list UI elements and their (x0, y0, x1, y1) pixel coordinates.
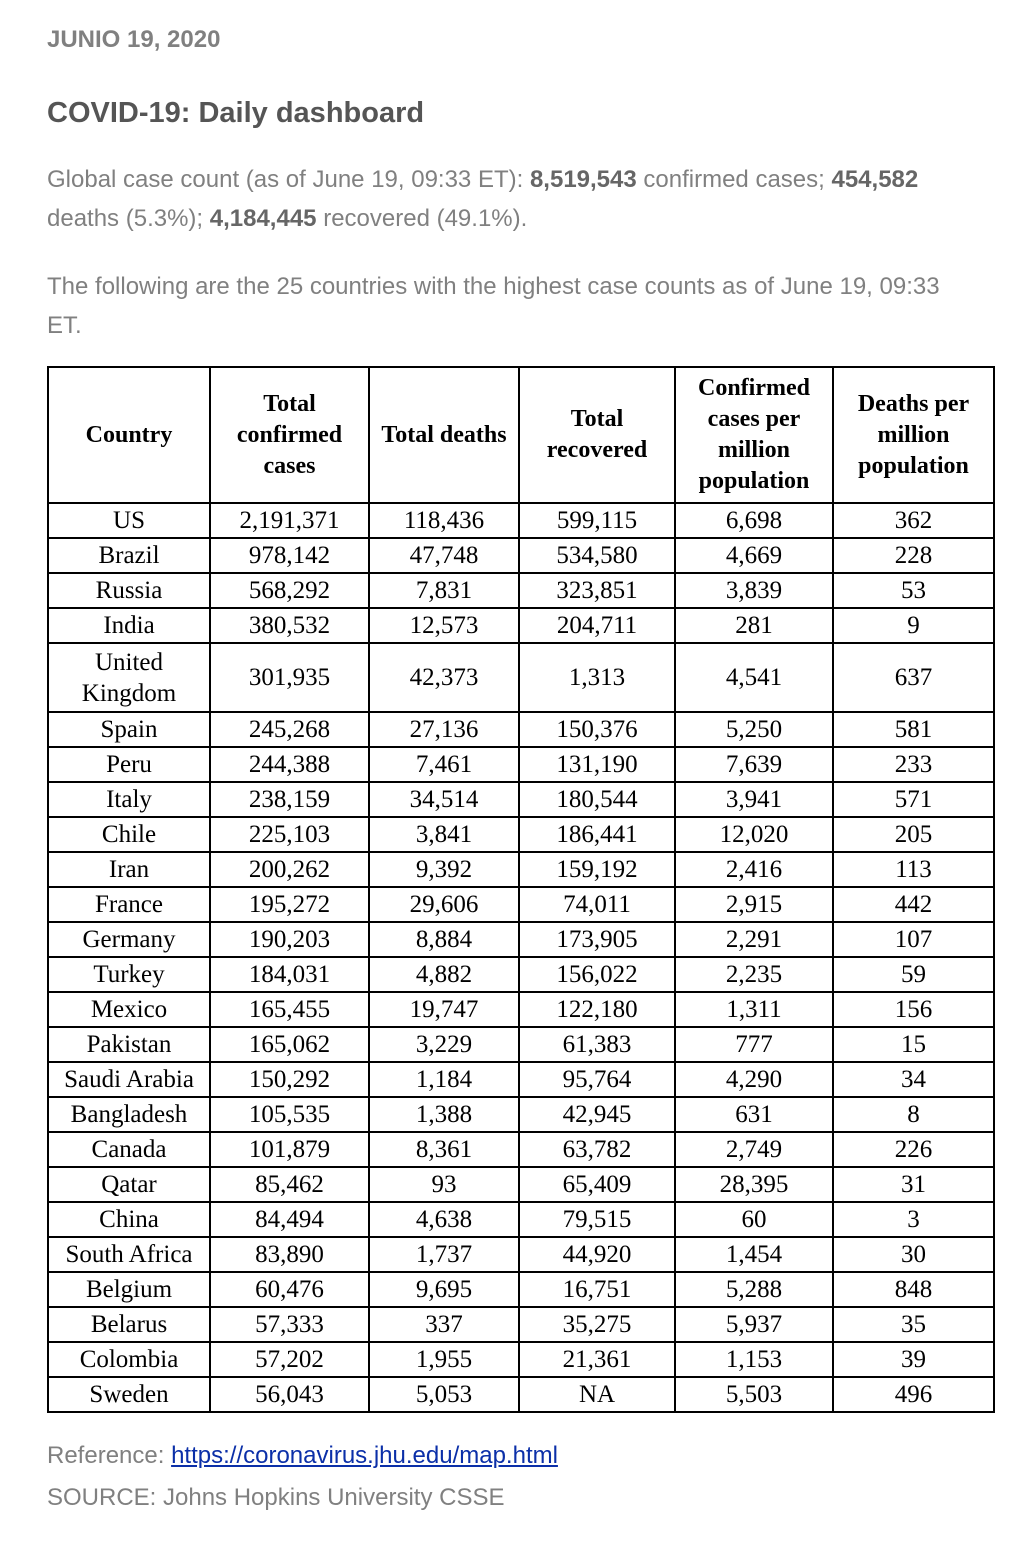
value-cell: 4,290 (675, 1062, 833, 1097)
country-cell: US (48, 503, 210, 538)
country-cell: Canada (48, 1132, 210, 1167)
confirmed-count: 8,519,543 (529, 166, 637, 193)
value-cell: 5,053 (369, 1377, 519, 1412)
value-cell: 156 (833, 992, 994, 1027)
country-cell: Sweden (48, 1377, 210, 1412)
value-cell: 84,494 (210, 1202, 369, 1237)
value-cell: 101,879 (210, 1132, 369, 1167)
value-cell: 12,573 (369, 608, 519, 643)
value-cell: 159,192 (519, 852, 675, 887)
country-cell: Italy (48, 782, 210, 817)
value-cell: 186,441 (519, 817, 675, 852)
country-cell: Belarus (48, 1307, 210, 1342)
table-row (48, 573, 994, 608)
value-cell: 1,153 (675, 1342, 833, 1377)
value-cell: 173,905 (519, 922, 675, 957)
value-cell: 238,159 (210, 782, 369, 817)
value-cell: 631 (675, 1097, 833, 1132)
value-cell: 1,737 (369, 1237, 519, 1272)
value-cell: 113 (833, 852, 994, 887)
country-cell: China (48, 1202, 210, 1237)
country-cell: Turkey (48, 957, 210, 992)
value-cell: 9,695 (369, 1272, 519, 1307)
country-cell: Saudi Arabia (48, 1062, 210, 1097)
value-cell: 848 (833, 1272, 994, 1307)
value-cell: 21,361 (519, 1342, 675, 1377)
value-cell: 9,392 (369, 852, 519, 887)
value-cell: 496 (833, 1377, 994, 1412)
value-cell: 53 (833, 573, 994, 608)
value-cell: 29,606 (369, 887, 519, 922)
table-row (48, 817, 994, 852)
value-cell: 95,764 (519, 1062, 675, 1097)
value-cell: 2,915 (675, 887, 833, 922)
country-cell: Brazil (48, 538, 210, 573)
country-cell: Colombia (48, 1342, 210, 1377)
value-cell: 380,532 (210, 608, 369, 643)
country-table (47, 366, 995, 1413)
table-row (48, 503, 994, 538)
value-cell: 56,043 (210, 1377, 369, 1412)
value-cell: 2,416 (675, 852, 833, 887)
value-cell: 637 (833, 643, 994, 712)
reference-label: Reference: (47, 1442, 172, 1469)
value-cell: 200,262 (210, 852, 369, 887)
value-cell: 63,782 (519, 1132, 675, 1167)
article-date: JUNIO 19, 2020 (47, 26, 221, 53)
value-cell: 4,669 (675, 538, 833, 573)
value-cell: 28,395 (675, 1167, 833, 1202)
country-cell: Russia (48, 573, 210, 608)
value-cell: 35 (833, 1307, 994, 1342)
value-cell: 2,191,371 (210, 503, 369, 538)
column-header: Total confirmed cases (210, 367, 369, 503)
value-cell: 107 (833, 922, 994, 957)
table-intro: The following are the 25 countries with the highest case counts as of June 19, 09:33 ET. (47, 273, 940, 339)
table-row (48, 1237, 994, 1272)
value-cell: 205 (833, 817, 994, 852)
value-cell: 4,541 (675, 643, 833, 712)
value-cell: 61,383 (519, 1027, 675, 1062)
value-cell: 15 (833, 1027, 994, 1062)
table-row (48, 922, 994, 957)
country-cell: Germany (48, 922, 210, 957)
value-cell: 131,190 (519, 747, 675, 782)
table-row (48, 1377, 994, 1412)
table-row (48, 992, 994, 1027)
value-cell: 3 (833, 1202, 994, 1237)
country-cell: Mexico (48, 992, 210, 1027)
value-cell: 1,311 (675, 992, 833, 1027)
page-title: COVID-19: Daily dashboard (47, 97, 425, 129)
value-cell: 83,890 (210, 1237, 369, 1272)
value-cell: 150,376 (519, 712, 675, 747)
value-cell: 85,462 (210, 1167, 369, 1202)
value-cell: 2,291 (675, 922, 833, 957)
value-cell: 978,142 (210, 538, 369, 573)
value-cell: 7,639 (675, 747, 833, 782)
value-cell: 226 (833, 1132, 994, 1167)
value-cell: 93 (369, 1167, 519, 1202)
value-cell: 204,711 (519, 608, 675, 643)
value-cell: 60 (675, 1202, 833, 1237)
value-cell: 323,851 (519, 573, 675, 608)
value-cell: 105,535 (210, 1097, 369, 1132)
column-header: Confirmed cases per million population (675, 367, 833, 503)
value-cell: 1,184 (369, 1062, 519, 1097)
confirmed-label: confirmed cases; (636, 166, 832, 193)
value-cell: 34 (833, 1062, 994, 1097)
table-row (48, 1272, 994, 1307)
value-cell: 442 (833, 887, 994, 922)
value-cell: 165,455 (210, 992, 369, 1027)
value-cell: NA (519, 1377, 675, 1412)
value-cell: 122,180 (519, 992, 675, 1027)
recovered-count: 4,184,445 (209, 205, 317, 232)
global-summary (47, 160, 992, 238)
value-cell: 362 (833, 503, 994, 538)
value-cell: 3,941 (675, 782, 833, 817)
value-cell: 6,698 (675, 503, 833, 538)
value-cell: 571 (833, 782, 994, 817)
value-cell: 301,935 (210, 643, 369, 712)
summary-lead: Global case count (as of June 19, 09:33 ET): (47, 166, 530, 193)
value-cell: 5,288 (675, 1272, 833, 1307)
value-cell: 4,882 (369, 957, 519, 992)
value-cell: 534,580 (519, 538, 675, 573)
column-header: Total deaths (369, 367, 519, 503)
value-cell: 3,841 (369, 817, 519, 852)
column-header: Country (48, 367, 210, 503)
table-row (48, 782, 994, 817)
deaths-label: deaths (5.3%); (47, 205, 210, 232)
value-cell: 30 (833, 1237, 994, 1272)
value-cell: 7,461 (369, 747, 519, 782)
value-cell: 5,937 (675, 1307, 833, 1342)
country-cell: Belgium (48, 1272, 210, 1307)
table-row (48, 608, 994, 643)
table-row (48, 852, 994, 887)
table-row (48, 1342, 994, 1377)
value-cell: 165,062 (210, 1027, 369, 1062)
value-cell: 31 (833, 1167, 994, 1202)
value-cell: 337 (369, 1307, 519, 1342)
value-cell: 244,388 (210, 747, 369, 782)
table-header-row (48, 367, 994, 503)
value-cell: 1,313 (519, 643, 675, 712)
reference-link[interactable]: https://coronavirus.jhu.edu/map.html (171, 1442, 558, 1469)
table-row (48, 1167, 994, 1202)
value-cell: 27,136 (369, 712, 519, 747)
value-cell: 34,514 (369, 782, 519, 817)
value-cell: 4,638 (369, 1202, 519, 1237)
value-cell: 2,749 (675, 1132, 833, 1167)
table-row (48, 1062, 994, 1097)
value-cell: 57,333 (210, 1307, 369, 1342)
table-row (48, 747, 994, 782)
value-cell: 47,748 (369, 538, 519, 573)
value-cell: 59 (833, 957, 994, 992)
value-cell: 65,409 (519, 1167, 675, 1202)
deaths-count: 454,582 (831, 166, 919, 193)
source-line: SOURCE: Johns Hopkins University CSSE (47, 1484, 505, 1511)
table-row (48, 1307, 994, 1342)
value-cell: 74,011 (519, 887, 675, 922)
table-row (48, 1027, 994, 1062)
value-cell: 1,454 (675, 1237, 833, 1272)
value-cell: 3,839 (675, 573, 833, 608)
value-cell: 7,831 (369, 573, 519, 608)
value-cell: 568,292 (210, 573, 369, 608)
column-header: Deaths per million population (833, 367, 994, 503)
country-cell: South Africa (48, 1237, 210, 1272)
table-row (48, 887, 994, 922)
value-cell: 3,229 (369, 1027, 519, 1062)
value-cell: 245,268 (210, 712, 369, 747)
value-cell: 190,203 (210, 922, 369, 957)
value-cell: 39 (833, 1342, 994, 1377)
country-cell: United Kingdom (48, 643, 210, 712)
column-header: Total recovered (519, 367, 675, 503)
reference-line (47, 1442, 558, 1470)
value-cell: 44,920 (519, 1237, 675, 1272)
value-cell: 5,250 (675, 712, 833, 747)
value-cell: 42,373 (369, 643, 519, 712)
country-cell: Peru (48, 747, 210, 782)
value-cell: 1,955 (369, 1342, 519, 1377)
country-cell: Bangladesh (48, 1097, 210, 1132)
value-cell: 1,388 (369, 1097, 519, 1132)
value-cell: 9 (833, 608, 994, 643)
value-cell: 60,476 (210, 1272, 369, 1307)
country-cell: Pakistan (48, 1027, 210, 1062)
value-cell: 8 (833, 1097, 994, 1132)
value-cell: 156,022 (519, 957, 675, 992)
table-body (48, 503, 994, 1412)
value-cell: 777 (675, 1027, 833, 1062)
value-cell: 2,235 (675, 957, 833, 992)
value-cell: 8,884 (369, 922, 519, 957)
value-cell: 225,103 (210, 817, 369, 852)
value-cell: 599,115 (519, 503, 675, 538)
recovered-label: recovered (49.1%). (316, 205, 528, 232)
country-cell: Qatar (48, 1167, 210, 1202)
country-cell: Chile (48, 817, 210, 852)
country-cell: France (48, 887, 210, 922)
value-cell: 19,747 (369, 992, 519, 1027)
table-row (48, 1202, 994, 1237)
value-cell: 180,544 (519, 782, 675, 817)
value-cell: 12,020 (675, 817, 833, 852)
country-cell: Spain (48, 712, 210, 747)
value-cell: 42,945 (519, 1097, 675, 1132)
value-cell: 79,515 (519, 1202, 675, 1237)
table-row (48, 1132, 994, 1167)
table-row (48, 712, 994, 747)
country-cell: India (48, 608, 210, 643)
value-cell: 281 (675, 608, 833, 643)
table-row (48, 643, 994, 712)
value-cell: 5,503 (675, 1377, 833, 1412)
country-cell: Iran (48, 852, 210, 887)
value-cell: 35,275 (519, 1307, 675, 1342)
table-row (48, 957, 994, 992)
value-cell: 195,272 (210, 887, 369, 922)
value-cell: 150,292 (210, 1062, 369, 1097)
value-cell: 118,436 (369, 503, 519, 538)
table-row (48, 1097, 994, 1132)
table-row (48, 538, 994, 573)
value-cell: 581 (833, 712, 994, 747)
value-cell: 8,361 (369, 1132, 519, 1167)
value-cell: 16,751 (519, 1272, 675, 1307)
value-cell: 184,031 (210, 957, 369, 992)
value-cell: 228 (833, 538, 994, 573)
value-cell: 57,202 (210, 1342, 369, 1377)
value-cell: 233 (833, 747, 994, 782)
